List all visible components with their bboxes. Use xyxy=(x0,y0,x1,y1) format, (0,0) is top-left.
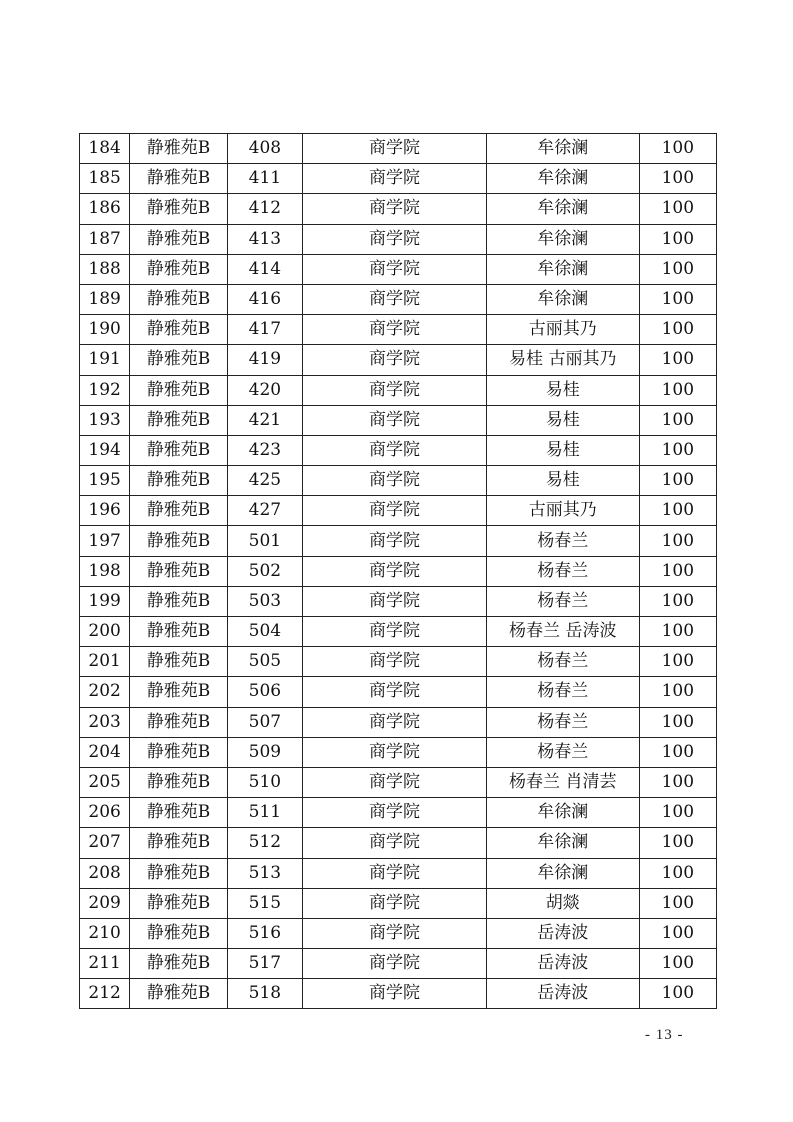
inspector-cell: 岳涛波 xyxy=(486,979,639,1009)
table-row xyxy=(80,828,717,858)
building-cell: 静雅苑B xyxy=(130,858,227,888)
row-number-cell: 193 xyxy=(80,405,130,435)
inspector-cell: 古丽其乃 xyxy=(486,496,639,526)
building-cell: 静雅苑B xyxy=(130,798,227,828)
inspector-cell: 杨春兰 xyxy=(486,677,639,707)
row-number-cell: 186 xyxy=(80,194,130,224)
row-number-cell: 198 xyxy=(80,556,130,586)
building-cell: 静雅苑B xyxy=(130,737,227,767)
score-cell: 100 xyxy=(639,164,716,194)
table-row xyxy=(80,435,717,465)
room-cell: 511 xyxy=(227,798,302,828)
room-cell: 504 xyxy=(227,617,302,647)
room-cell: 408 xyxy=(227,134,302,164)
score-cell: 100 xyxy=(639,888,716,918)
inspector-cell: 岳涛波 xyxy=(486,949,639,979)
building-cell: 静雅苑B xyxy=(130,164,227,194)
inspector-cell: 杨春兰 岳涛波 xyxy=(486,617,639,647)
score-cell: 100 xyxy=(639,858,716,888)
room-cell: 517 xyxy=(227,949,302,979)
inspector-cell: 杨春兰 xyxy=(486,556,639,586)
table-row xyxy=(80,466,717,496)
row-number-cell: 196 xyxy=(80,496,130,526)
college-cell: 商学院 xyxy=(303,556,487,586)
room-cell: 506 xyxy=(227,677,302,707)
row-number-cell: 206 xyxy=(80,798,130,828)
row-number-cell: 195 xyxy=(80,466,130,496)
room-cell: 513 xyxy=(227,858,302,888)
room-cell: 505 xyxy=(227,647,302,677)
row-number-cell: 191 xyxy=(80,345,130,375)
college-cell: 商学院 xyxy=(303,949,487,979)
college-cell: 商学院 xyxy=(303,798,487,828)
score-cell: 100 xyxy=(639,737,716,767)
building-cell: 静雅苑B xyxy=(130,224,227,254)
score-cell: 100 xyxy=(639,435,716,465)
row-number-cell: 190 xyxy=(80,315,130,345)
inspector-cell: 杨春兰 xyxy=(486,586,639,616)
building-cell: 静雅苑B xyxy=(130,918,227,948)
table-row xyxy=(80,224,717,254)
table-row xyxy=(80,647,717,677)
score-cell: 100 xyxy=(639,134,716,164)
score-cell: 100 xyxy=(639,496,716,526)
room-cell: 512 xyxy=(227,828,302,858)
room-cell: 509 xyxy=(227,737,302,767)
building-cell: 静雅苑B xyxy=(130,315,227,345)
room-cell: 413 xyxy=(227,224,302,254)
college-cell: 商学院 xyxy=(303,828,487,858)
inspector-cell: 牟徐澜 xyxy=(486,858,639,888)
inspector-cell: 易桂 xyxy=(486,405,639,435)
building-cell: 静雅苑B xyxy=(130,556,227,586)
table-row xyxy=(80,496,717,526)
score-cell: 100 xyxy=(639,284,716,314)
score-cell: 100 xyxy=(639,979,716,1009)
row-number-cell: 202 xyxy=(80,677,130,707)
inspector-cell: 牟徐澜 xyxy=(486,828,639,858)
room-cell: 414 xyxy=(227,254,302,284)
table-row xyxy=(80,405,717,435)
table-row xyxy=(80,194,717,224)
score-cell: 100 xyxy=(639,405,716,435)
college-cell: 商学院 xyxy=(303,918,487,948)
score-cell: 100 xyxy=(639,767,716,797)
room-cell: 411 xyxy=(227,164,302,194)
row-number-cell: 189 xyxy=(80,284,130,314)
inspector-cell: 易桂 xyxy=(486,435,639,465)
score-cell: 100 xyxy=(639,798,716,828)
building-cell: 静雅苑B xyxy=(130,405,227,435)
college-cell: 商学院 xyxy=(303,496,487,526)
table-row xyxy=(80,586,717,616)
row-number-cell: 201 xyxy=(80,647,130,677)
score-cell: 100 xyxy=(639,617,716,647)
college-cell: 商学院 xyxy=(303,164,487,194)
inspector-cell: 岳涛波 xyxy=(486,918,639,948)
building-cell: 静雅苑B xyxy=(130,345,227,375)
college-cell: 商学院 xyxy=(303,647,487,677)
room-cell: 515 xyxy=(227,888,302,918)
score-cell: 100 xyxy=(639,315,716,345)
row-number-cell: 204 xyxy=(80,737,130,767)
row-number-cell: 199 xyxy=(80,586,130,616)
college-cell: 商学院 xyxy=(303,888,487,918)
row-number-cell: 200 xyxy=(80,617,130,647)
table-row xyxy=(80,918,717,948)
dormitory-score-table xyxy=(79,133,717,1009)
building-cell: 静雅苑B xyxy=(130,375,227,405)
table-row xyxy=(80,888,717,918)
row-number-cell: 185 xyxy=(80,164,130,194)
building-cell: 静雅苑B xyxy=(130,647,227,677)
inspector-cell: 易桂 古丽其乃 xyxy=(486,345,639,375)
building-cell: 静雅苑B xyxy=(130,586,227,616)
score-cell: 100 xyxy=(639,466,716,496)
table-row xyxy=(80,979,717,1009)
room-cell: 502 xyxy=(227,556,302,586)
row-number-cell: 184 xyxy=(80,134,130,164)
row-number-cell: 187 xyxy=(80,224,130,254)
room-cell: 421 xyxy=(227,405,302,435)
score-cell: 100 xyxy=(639,254,716,284)
row-number-cell: 197 xyxy=(80,526,130,556)
college-cell: 商学院 xyxy=(303,405,487,435)
inspector-cell: 牟徐澜 xyxy=(486,134,639,164)
table-body xyxy=(80,134,717,1009)
table-row xyxy=(80,526,717,556)
inspector-cell: 牟徐澜 xyxy=(486,164,639,194)
table-row xyxy=(80,949,717,979)
inspector-cell: 胡燚 xyxy=(486,888,639,918)
table-row xyxy=(80,707,717,737)
room-cell: 510 xyxy=(227,767,302,797)
college-cell: 商学院 xyxy=(303,737,487,767)
table-row xyxy=(80,164,717,194)
inspector-cell: 牟徐澜 xyxy=(486,798,639,828)
row-number-cell: 203 xyxy=(80,707,130,737)
score-cell: 100 xyxy=(639,677,716,707)
building-cell: 静雅苑B xyxy=(130,677,227,707)
row-number-cell: 211 xyxy=(80,949,130,979)
building-cell: 静雅苑B xyxy=(130,526,227,556)
row-number-cell: 210 xyxy=(80,918,130,948)
table-row xyxy=(80,315,717,345)
row-number-cell: 212 xyxy=(80,979,130,1009)
college-cell: 商学院 xyxy=(303,224,487,254)
score-cell: 100 xyxy=(639,949,716,979)
college-cell: 商学院 xyxy=(303,254,487,284)
building-cell: 静雅苑B xyxy=(130,979,227,1009)
building-cell: 静雅苑B xyxy=(130,888,227,918)
college-cell: 商学院 xyxy=(303,526,487,556)
college-cell: 商学院 xyxy=(303,284,487,314)
room-cell: 412 xyxy=(227,194,302,224)
inspector-cell: 易桂 xyxy=(486,375,639,405)
college-cell: 商学院 xyxy=(303,677,487,707)
room-cell: 425 xyxy=(227,466,302,496)
inspector-cell: 杨春兰 xyxy=(486,526,639,556)
inspector-cell: 易桂 xyxy=(486,466,639,496)
inspector-cell: 牟徐澜 xyxy=(486,284,639,314)
building-cell: 静雅苑B xyxy=(130,707,227,737)
score-cell: 100 xyxy=(639,194,716,224)
room-cell: 419 xyxy=(227,345,302,375)
college-cell: 商学院 xyxy=(303,858,487,888)
row-number-cell: 209 xyxy=(80,888,130,918)
score-cell: 100 xyxy=(639,828,716,858)
inspector-cell: 杨春兰 xyxy=(486,647,639,677)
inspector-cell: 牟徐澜 xyxy=(486,254,639,284)
inspector-cell: 古丽其乃 xyxy=(486,315,639,345)
college-cell: 商学院 xyxy=(303,375,487,405)
room-cell: 423 xyxy=(227,435,302,465)
building-cell: 静雅苑B xyxy=(130,767,227,797)
row-number-cell: 188 xyxy=(80,254,130,284)
table-row xyxy=(80,375,717,405)
table-row xyxy=(80,134,717,164)
table-row xyxy=(80,737,717,767)
college-cell: 商学院 xyxy=(303,707,487,737)
score-cell: 100 xyxy=(639,375,716,405)
score-cell: 100 xyxy=(639,345,716,375)
inspector-cell: 杨春兰 肖清芸 xyxy=(486,767,639,797)
room-cell: 416 xyxy=(227,284,302,314)
table-row xyxy=(80,345,717,375)
college-cell: 商学院 xyxy=(303,435,487,465)
college-cell: 商学院 xyxy=(303,194,487,224)
room-cell: 417 xyxy=(227,315,302,345)
score-cell: 100 xyxy=(639,224,716,254)
row-number-cell: 205 xyxy=(80,767,130,797)
row-number-cell: 194 xyxy=(80,435,130,465)
inspector-cell: 杨春兰 xyxy=(486,737,639,767)
score-cell: 100 xyxy=(639,556,716,586)
building-cell: 静雅苑B xyxy=(130,254,227,284)
college-cell: 商学院 xyxy=(303,466,487,496)
table-row xyxy=(80,858,717,888)
row-number-cell: 192 xyxy=(80,375,130,405)
table-row xyxy=(80,254,717,284)
building-cell: 静雅苑B xyxy=(130,617,227,647)
college-cell: 商学院 xyxy=(303,767,487,797)
college-cell: 商学院 xyxy=(303,979,487,1009)
inspector-cell: 牟徐澜 xyxy=(486,194,639,224)
score-cell: 100 xyxy=(639,647,716,677)
inspector-cell: 杨春兰 xyxy=(486,707,639,737)
building-cell: 静雅苑B xyxy=(130,134,227,164)
page-number: - 13 - xyxy=(645,1027,684,1043)
building-cell: 静雅苑B xyxy=(130,194,227,224)
score-cell: 100 xyxy=(639,586,716,616)
room-cell: 427 xyxy=(227,496,302,526)
building-cell: 静雅苑B xyxy=(130,466,227,496)
college-cell: 商学院 xyxy=(303,315,487,345)
table-row xyxy=(80,767,717,797)
table-row xyxy=(80,798,717,828)
table-row xyxy=(80,677,717,707)
room-cell: 501 xyxy=(227,526,302,556)
room-cell: 518 xyxy=(227,979,302,1009)
table-row xyxy=(80,284,717,314)
building-cell: 静雅苑B xyxy=(130,949,227,979)
room-cell: 503 xyxy=(227,586,302,616)
college-cell: 商学院 xyxy=(303,345,487,375)
building-cell: 静雅苑B xyxy=(130,496,227,526)
table-row xyxy=(80,556,717,586)
building-cell: 静雅苑B xyxy=(130,435,227,465)
score-cell: 100 xyxy=(639,918,716,948)
room-cell: 507 xyxy=(227,707,302,737)
college-cell: 商学院 xyxy=(303,617,487,647)
table-row xyxy=(80,617,717,647)
score-cell: 100 xyxy=(639,707,716,737)
room-cell: 420 xyxy=(227,375,302,405)
college-cell: 商学院 xyxy=(303,586,487,616)
row-number-cell: 207 xyxy=(80,828,130,858)
row-number-cell: 208 xyxy=(80,858,130,888)
room-cell: 516 xyxy=(227,918,302,948)
building-cell: 静雅苑B xyxy=(130,284,227,314)
score-cell: 100 xyxy=(639,526,716,556)
building-cell: 静雅苑B xyxy=(130,828,227,858)
inspector-cell: 牟徐澜 xyxy=(486,224,639,254)
college-cell: 商学院 xyxy=(303,134,487,164)
